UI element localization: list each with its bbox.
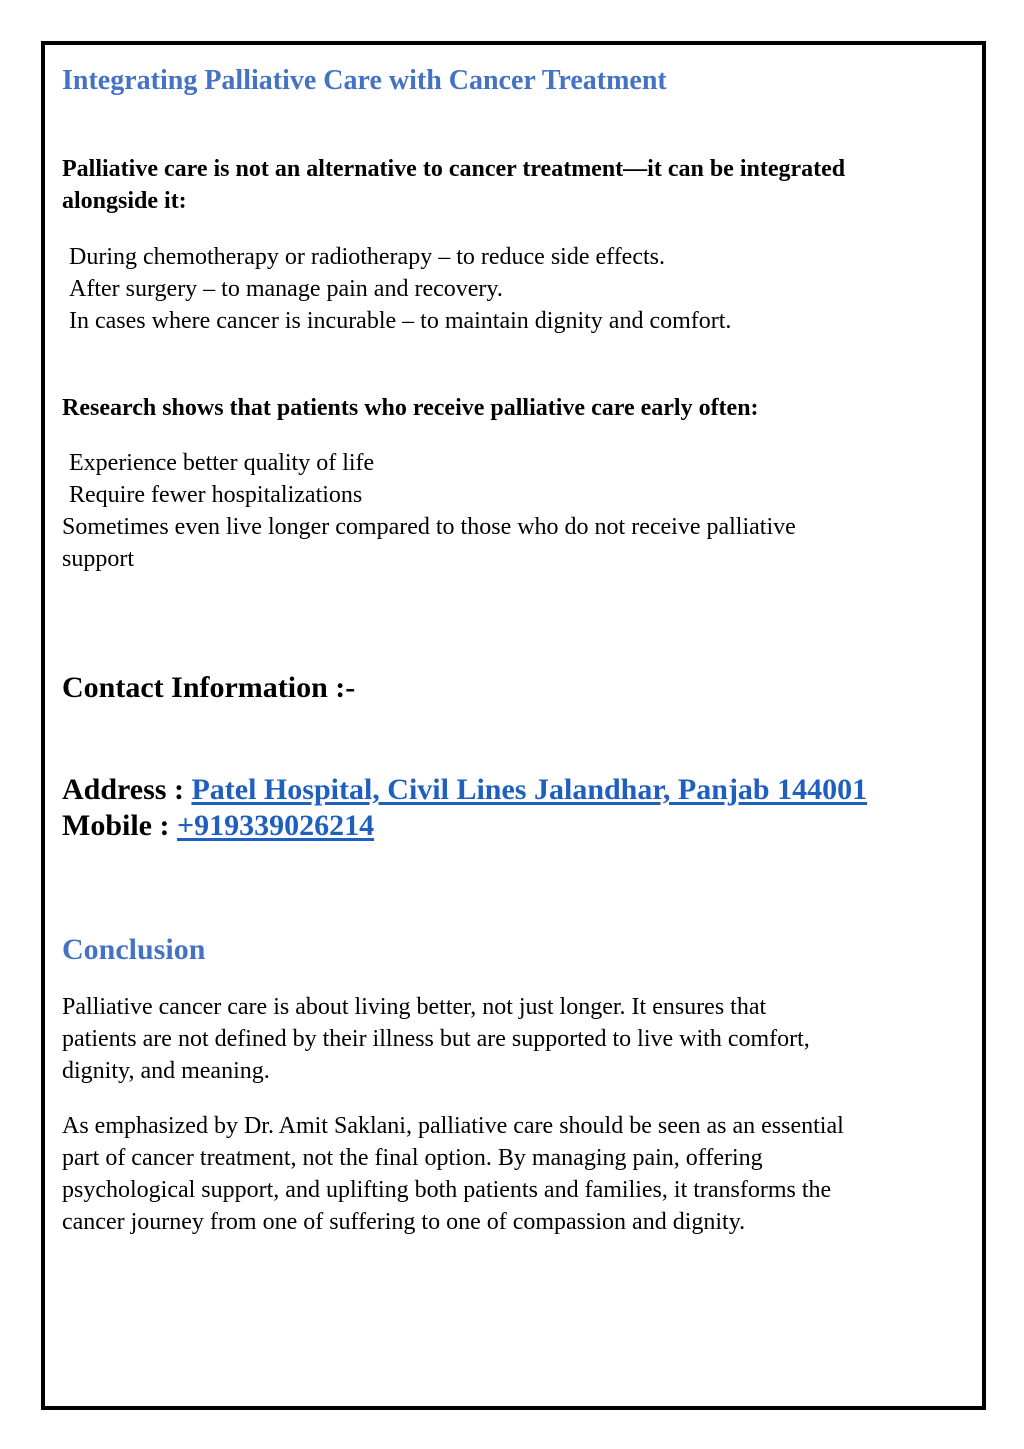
list-item: Require fewer hospitalizations bbox=[69, 482, 363, 508]
paragraph-line: As emphasized by Dr. Amit Saklani, palliative care should be seen as an essential bbox=[62, 1113, 844, 1139]
intro-line: alongside it: bbox=[62, 188, 187, 214]
paragraph-line: cancer journey from one of suffering to one of compassion and dignity. bbox=[62, 1209, 746, 1235]
address-row bbox=[62, 772, 867, 808]
contact-heading: Contact Information :- bbox=[62, 671, 356, 704]
list-item: During chemotherapy or radiotherapy – to reduce side effects. bbox=[69, 244, 665, 270]
list-item: Sometimes even live longer compared to those who do not receive palliative bbox=[62, 514, 796, 540]
list-item: Experience better quality of life bbox=[69, 450, 375, 476]
mobile-row bbox=[62, 808, 374, 844]
paragraph-line: part of cancer treatment, not the final option. By managing pain, offering bbox=[62, 1145, 763, 1171]
conclusion-heading: Conclusion bbox=[62, 933, 206, 966]
list-item-continuation: support bbox=[62, 546, 134, 572]
paragraph-line: dignity, and meaning. bbox=[62, 1058, 270, 1084]
mobile-label: Mobile : bbox=[62, 809, 177, 842]
paragraph-line: psychological support, and uplifting both patients and families, it transforms the bbox=[62, 1177, 832, 1203]
mobile-link[interactable]: +919339026214 bbox=[176, 809, 375, 842]
paragraph-line: patients are not defined by their illness but are supported to live with comfort, bbox=[62, 1026, 810, 1052]
intro-statement bbox=[62, 153, 972, 217]
list-item: In cases where cancer is incurable – to maintain dignity and comfort. bbox=[69, 308, 732, 334]
conclusion-paragraph-2 bbox=[62, 1110, 967, 1238]
conclusion-paragraph-1 bbox=[62, 991, 967, 1087]
benefits-list bbox=[62, 447, 796, 575]
paragraph-line: Palliative cancer care is about living better, not just longer. It ensures that bbox=[62, 994, 767, 1020]
research-heading: Research shows that patients who receive palliative care early often: bbox=[62, 395, 759, 421]
page-title: Integrating Palliative Care with Cancer Treatment bbox=[62, 65, 667, 96]
address-link[interactable]: Patel Hospital, Civil Lines Jalandhar, Panjab 144001 bbox=[191, 773, 868, 806]
address-label: Address : bbox=[62, 773, 192, 806]
intro-line: Palliative care is not an alternative to cancer treatment—it can be integrated bbox=[62, 156, 846, 182]
list-item: After surgery – to manage pain and recovery. bbox=[69, 276, 503, 302]
integration-list bbox=[62, 241, 731, 337]
